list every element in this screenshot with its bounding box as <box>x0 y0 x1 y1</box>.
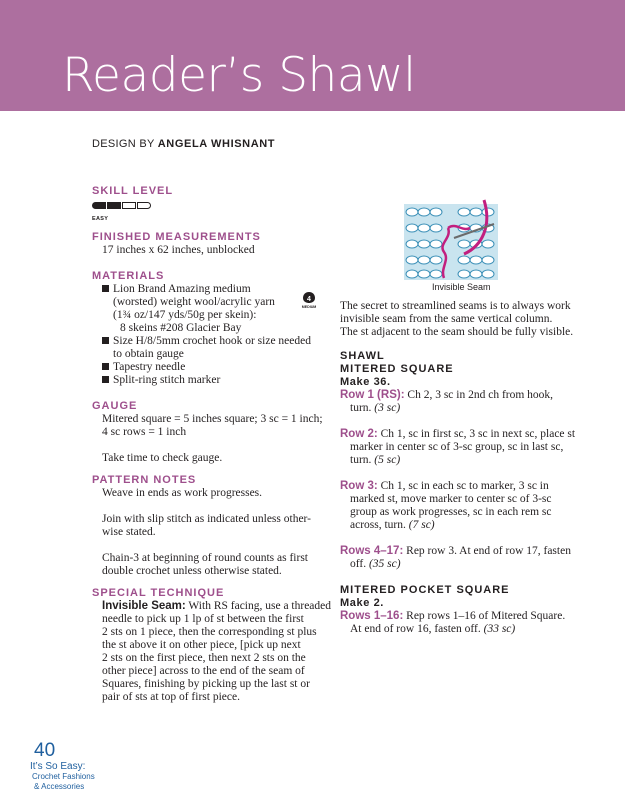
pattern-row: Row 3: Ch 1, sc in each sc to marker, 3 sc in marked st, move marker to center sc of 3-sc group as work progresses, sc in each rem sc across, turn. (7 sc) <box>340 480 552 531</box>
pattern-note: Weave in ends as work progresses. <box>102 487 263 499</box>
gauge-text: Mitered square = 5 inches square; 3 sc = 1 inch; 4 sc rows = 1 inch <box>102 413 323 438</box>
finished-measurements-heading: FINISHED MEASUREMENTS <box>92 231 261 243</box>
yarn-weight-label: MEDIUM <box>301 305 317 309</box>
designer-name: ANGELA WHISNANT <box>157 138 276 150</box>
skill-level-meter <box>92 201 332 223</box>
pattern-row: Rows 1–16: Rep rows 1–16 of Mitered Square. At end of row 16, fasten off. (33 sc) <box>340 610 566 635</box>
right-column <box>340 300 590 636</box>
skill-bar-2 <box>107 202 121 209</box>
seam-note: The secret to streamlined seams is to always work invisible seam from the same vertical column. The st adjacent to the seam should be fully visible. <box>340 300 574 338</box>
shawl-heading: SHAWL <box>340 350 385 362</box>
page-number: 40 <box>34 740 56 761</box>
bullet-icon <box>102 376 109 383</box>
material-item: Tapestry needle <box>92 361 332 374</box>
pattern-row: Rows 4–17: Rep row 3. At end of row 17, fasten off. (35 sc) <box>340 545 571 570</box>
yarn-weight-number: 4 <box>307 296 311 303</box>
material-item: Size H/8/5mm crochet hook or size needed to obtain gauge <box>92 335 332 361</box>
skill-bar-3 <box>122 202 136 209</box>
left-column <box>92 185 332 704</box>
material-item: Lion Brand Amazing medium (worsted) weight wool/acrylic yarn (1¾ oz/147 yds/50g per skein): <box>92 283 332 322</box>
gauge-note: Take time to check gauge. <box>102 452 223 464</box>
finished-measurements-text: 17 inches x 62 inches, unblocked <box>102 244 255 256</box>
pattern-note: Chain-3 at beginning of round counts as first double crochet unless otherwise stated. <box>102 552 309 577</box>
skill-bar-4 <box>137 202 151 209</box>
skill-bar-1 <box>92 202 106 209</box>
book-title: It’s So Easy: <box>30 761 86 772</box>
pattern-title: Reader’s Shawl <box>62 48 416 103</box>
yarn-weight-icon <box>300 291 318 311</box>
skill-level-heading: SKILL LEVEL <box>92 185 174 197</box>
pattern-note: Join with slip stitch as indicated unless other- wise stated. <box>102 513 311 538</box>
bullet-icon <box>102 337 109 344</box>
pattern-row: Row 2: Ch 1, sc in first sc, 3 sc in next sc, place st marker in center sc of 3-sc group, sc in last sc, turn. (5 sc) <box>340 428 576 466</box>
pattern-row: Row 1 (RS): Ch 2, 3 sc in 2nd ch from hook, turn. (3 sc) <box>340 389 554 414</box>
mitered-square-heading: MITERED SQUARE <box>340 363 454 375</box>
book-subtitle-2: & Accessories <box>34 782 85 791</box>
make-count: Make 36. <box>340 376 391 388</box>
book-subtitle-1: Crochet Fashions <box>32 772 95 781</box>
materials-heading: MATERIALS <box>92 270 165 282</box>
mitered-pocket-square-heading: MITERED POCKET SQUARE <box>340 584 510 596</box>
special-technique-heading: SPECIAL TECHNIQUE <box>92 587 225 599</box>
pattern-notes-heading: PATTERN NOTES <box>92 474 197 486</box>
skill-level-label: EASY <box>92 216 109 222</box>
gauge-heading: GAUGE <box>92 400 138 412</box>
material-item: Split-ring stitch marker <box>92 374 332 387</box>
technique-term: Invisible Seam: <box>102 600 186 612</box>
invisible-seam-illustration <box>404 198 498 280</box>
special-technique-text: Invisible Seam: With RS facing, use a threaded needle to pick up 1 lp of st between the first 2 sts on 1 piece, then the corresponding st plus the st above it on other piece, [pick up next 2 sts on the first piece, then next 2 sts on the other piece] across to the end of the seam of Squares, finishing by picking up the last st or pair of sts at top of first piece. <box>102 600 332 703</box>
bullet-icon <box>102 285 109 292</box>
bullet-icon <box>102 363 109 370</box>
materials-list <box>92 283 332 387</box>
material-subitem: 8 skeins #208 Glacier Bay <box>120 322 242 334</box>
byline-prefix: DESIGN BY <box>92 138 155 150</box>
title-band <box>0 0 625 111</box>
byline <box>92 138 275 150</box>
illustration-caption: Invisible Seam <box>432 282 491 292</box>
make-count: Make 2. <box>340 597 384 609</box>
